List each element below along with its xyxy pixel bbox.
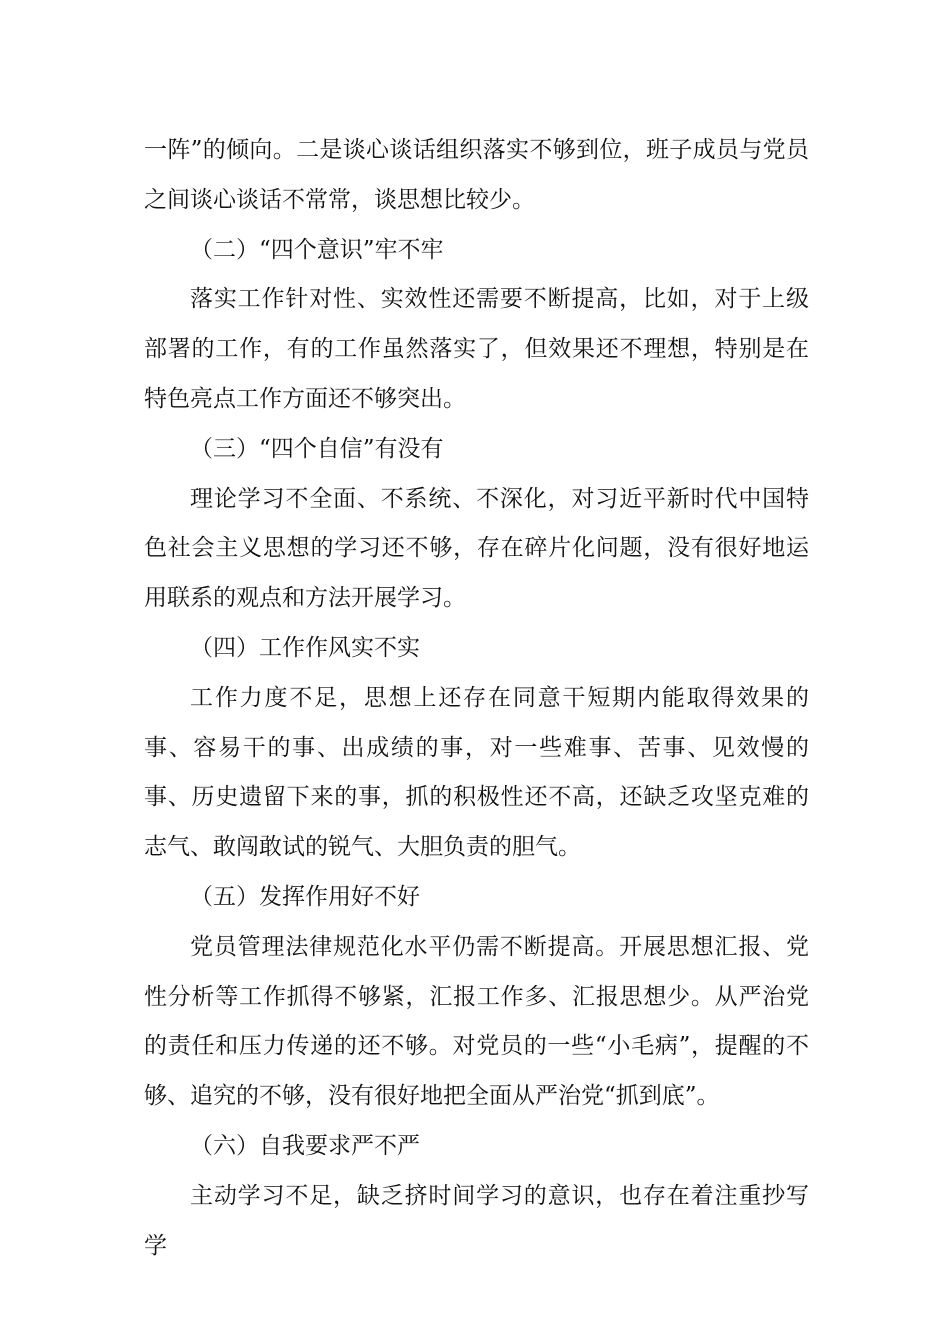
section-heading-5: （五）发挥作用好不好: [190, 883, 420, 910]
paragraph-continued: 一阵”的倾向。二是谈心谈话组织落实不够到位，班子成员与党员之间谈心谈话不常常，谈思想比较少。: [144, 137, 809, 213]
section-heading-2: （二）“四个意识”牢不牢: [190, 236, 444, 263]
paragraph-section-5: 党员管理法律规范化水平仍需不断提高。开展思想汇报、党性分析等工作抓得不够紧，汇报工作多、汇报思想少。从严治党的责任和压力传递的还不够。对党员的一些“小毛病”，提醒的不够、追究的不够，没有很好地把全面从严治党“抓到底”。: [144, 933, 809, 1110]
paragraph-section-4: 工作力度不足，思想上还存在同意干短期内能取得效果的事、容易干的事、出成绩的事，对一些难事、苦事、见效慢的事、历史遗留下来的事，抓的积极性还不高，还缺乏攻坚克难的志气、敢闯敢试的锐气、大胆负责的胆气。: [144, 684, 809, 861]
section-heading-4: （四）工作作风实不实: [190, 634, 420, 661]
section-heading-3: （三）“四个自信”有没有: [190, 435, 444, 462]
paragraph-section-6: 主动学习不足，缺乏挤时间学习的意识，也存在着注重抄写学: [144, 1182, 809, 1259]
section-heading-6: （六）自我要求严不严: [190, 1132, 420, 1159]
paragraph-section-2: 落实工作针对性、实效性还需要不断提高，比如，对于上级部署的工作，有的工作虽然落实了，但效果还不理想，特别是在特色亮点工作方面还不够突出。: [144, 286, 809, 412]
paragraph-section-3: 理论学习不全面、不系统、不深化，对习近平新时代中国特色社会主义思想的学习还不够，存在碎片化问题，没有很好地运用联系的观点和方法开展学习。: [144, 485, 809, 612]
document-body: [144, 126, 809, 1271]
